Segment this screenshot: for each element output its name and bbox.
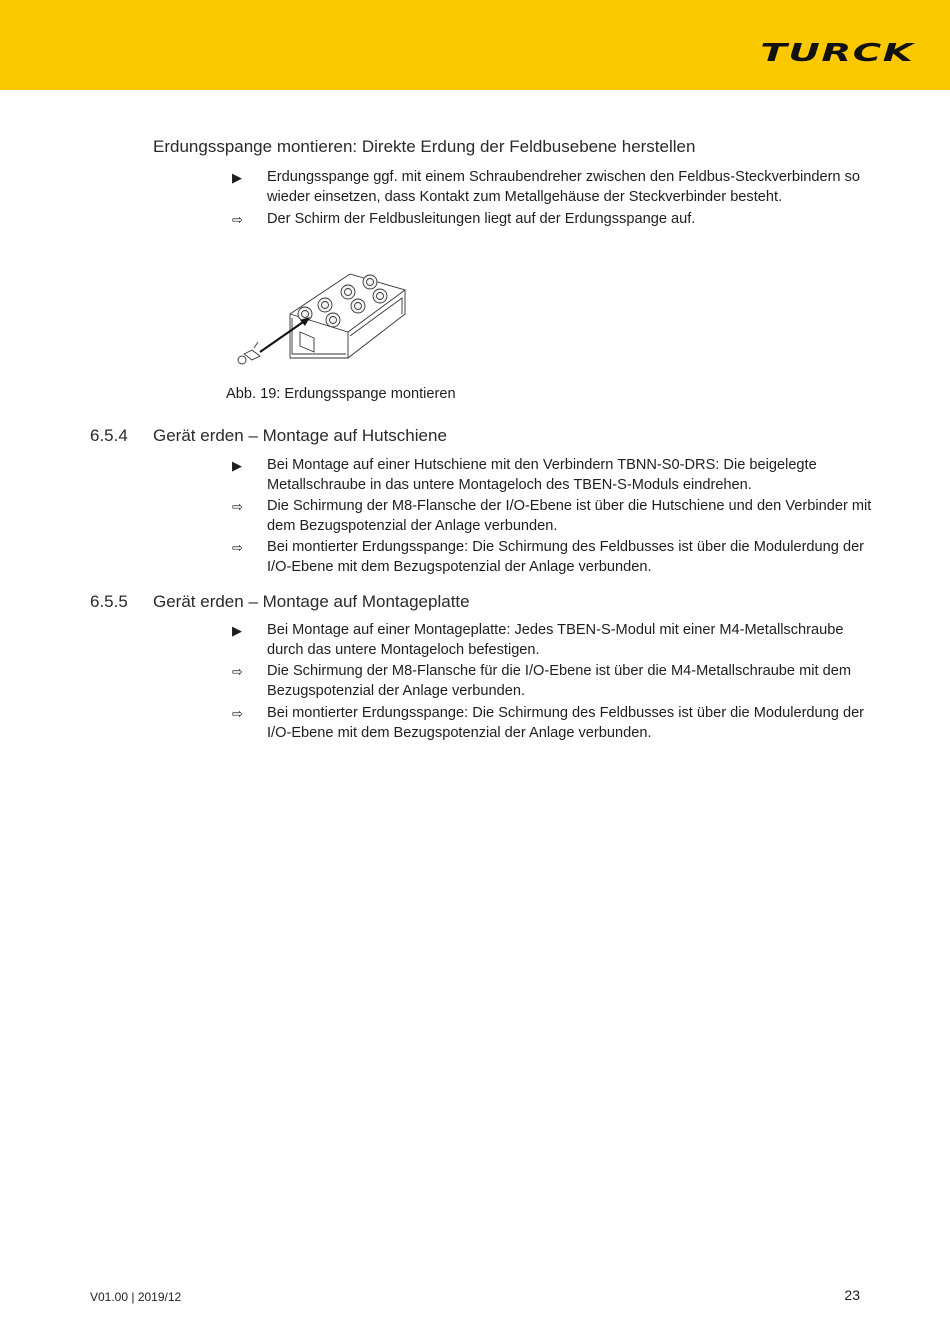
step-text: Der Schirm der Feldbusleitungen liegt auf der Erdungsspange auf. <box>267 211 696 227</box>
section-title-erdungsspange: Erdungsspange montieren: Direkte Erdung der Feldbusebene herstellen <box>153 137 696 156</box>
section-title-hutschiene: Gerät erden – Montage auf Hutschiene <box>153 426 447 445</box>
result-arrow-icon: ⇨ <box>232 664 243 679</box>
header-bar <box>0 0 950 90</box>
turck-logo: TURCK <box>760 38 914 67</box>
section-title-montageplatte: Gerät erden – Montage auf Montageplatte <box>153 592 470 611</box>
step-text: Bei montierter Erdungsspange: Die Schirmung des Feldbusses ist über die Modulerdung der I/O-Ebene mit dem Bezugspotenzial der Anlage verbunden. <box>267 705 865 741</box>
step-text: Bei montierter Erdungsspange: Die Schirmung des Feldbusses ist über die Modulerdung der I/O-Ebene mit dem Bezugspotenzial der Anlage verbunden. <box>267 539 865 575</box>
page-number: 23 <box>844 1287 860 1303</box>
figure-caption: Abb. 19: Erdungsspange montieren <box>226 386 456 402</box>
step-text: Bei Montage auf einer Montageplatte: Jedes TBEN-S-Modul mit einer M4-Metallschraube durch das untere Montageloch befestigen. <box>267 622 844 658</box>
section-number: 6.5.5 <box>90 592 128 611</box>
action-arrow-icon: ▶ <box>232 458 242 473</box>
result-arrow-icon: ⇨ <box>232 706 243 721</box>
figure-erdungsspange <box>230 262 420 380</box>
action-arrow-icon: ▶ <box>232 170 242 185</box>
result-arrow-icon: ⇨ <box>232 540 243 555</box>
section-number: 6.5.4 <box>90 426 128 445</box>
result-arrow-icon: ⇨ <box>232 212 243 227</box>
step-text: Die Schirmung der M8-Flansche der I/O-Ebene ist über die Hutschiene und den Verbinder mit dem Bezugspotenzial der Anlage verbunden. <box>267 498 872 534</box>
step-text: Erdungsspange ggf. mit einem Schraubendreher zwischen den Feldbus-Steckverbindern so wieder einsetzen, dass Kontakt zum Metallgehäuse der Steckverbinder besteht. <box>267 169 861 205</box>
result-arrow-icon: ⇨ <box>232 499 243 514</box>
step-text: Bei Montage auf einer Hutschiene mit den Verbindern TBNN-S0-DRS: Die beigelegte Metallschraube in das untere Montageloch des TBEN-S-Moduls eindrehen. <box>267 457 817 493</box>
step-text: Die Schirmung der M8-Flansche für die I/O-Ebene ist über die M4-Metallschraube mit dem Bezugspotenzial der Anlage verbunden. <box>267 663 851 699</box>
action-arrow-icon: ▶ <box>232 623 242 638</box>
module-illustration <box>230 262 420 380</box>
footer-version: V01.00 | 2019/12 <box>90 1290 182 1304</box>
